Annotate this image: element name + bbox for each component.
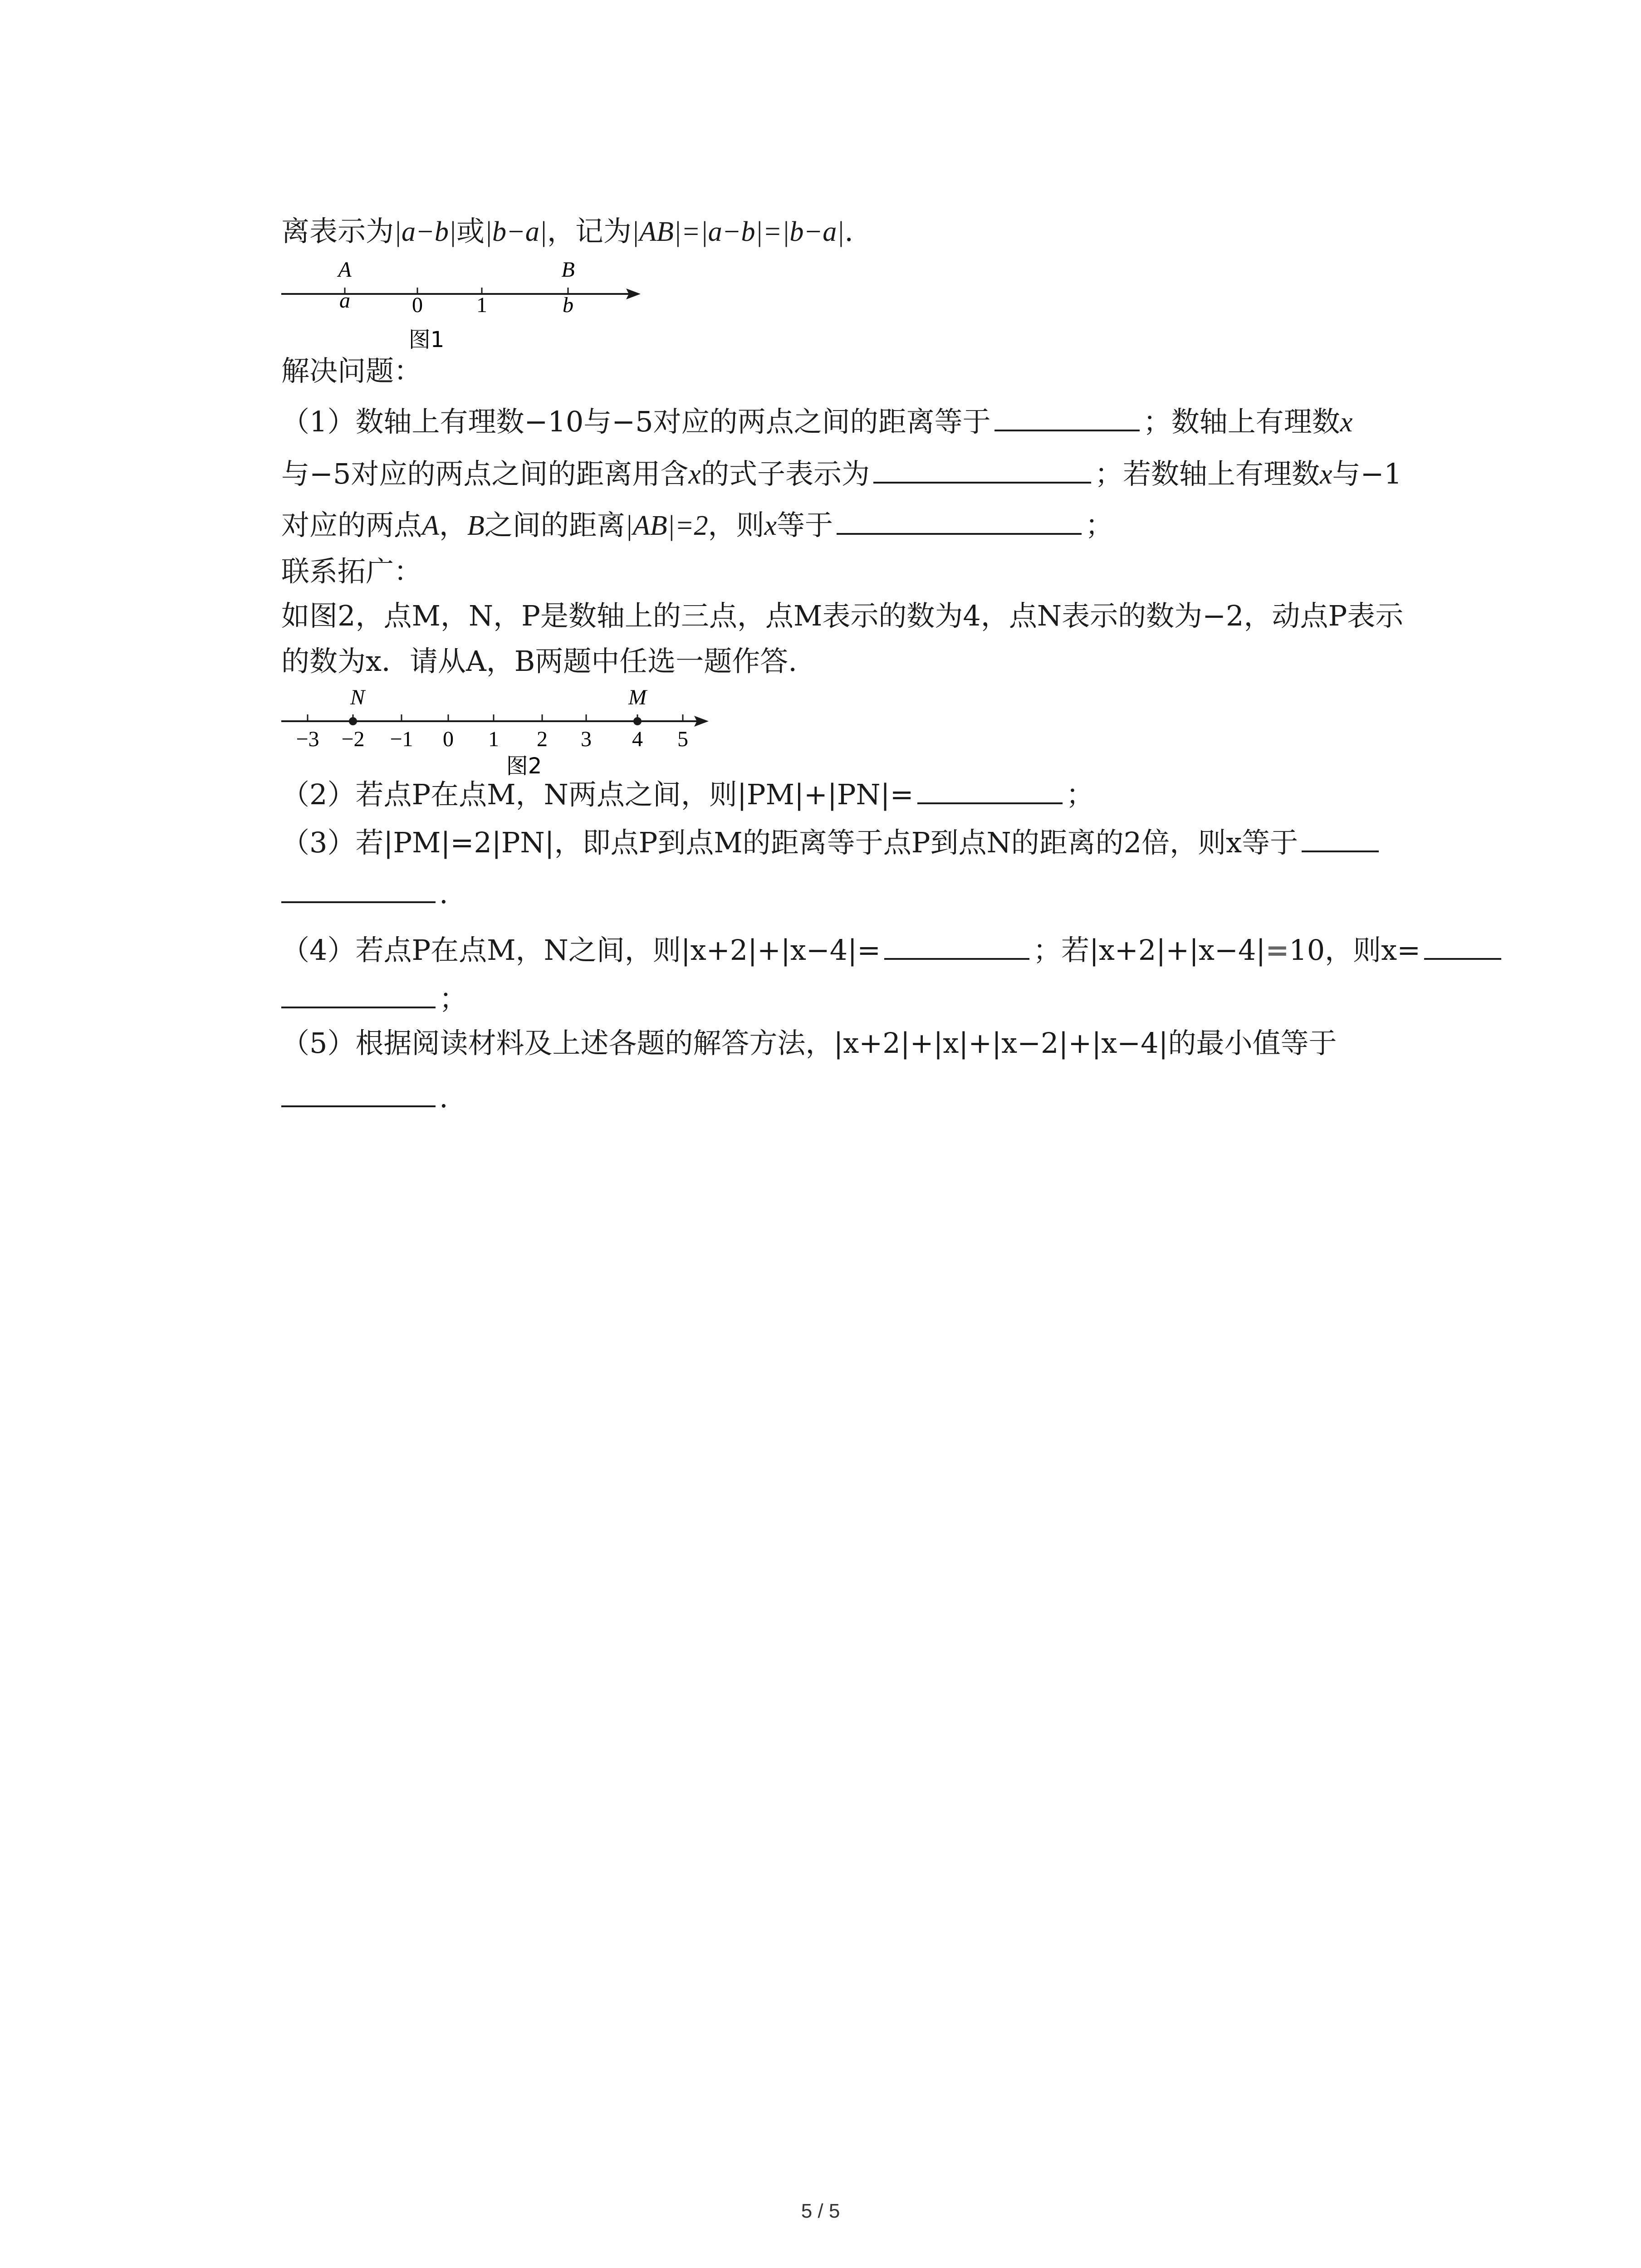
q1-var-x: x — [688, 459, 701, 490]
q1-line-1 — [281, 404, 1352, 440]
figure-2-number-line — [272, 683, 726, 782]
page-number: 5 / 5 — [801, 2200, 840, 2222]
q1-point-B: B — [467, 510, 485, 541]
q2-end: ； — [1066, 778, 1094, 811]
q5-blank[interactable] — [281, 1080, 436, 1107]
figure-1-number-line — [272, 254, 662, 358]
fig2-intro-line-1: 如图2，点M，N，P是数轴上的三点，点M表示的数为4，点N表示的数为−2，动点P表示 — [281, 599, 1404, 632]
q1-line3-comma: ， — [439, 508, 467, 542]
fig1-label-0: 0 — [412, 293, 423, 317]
fig2-tick-label: −2 — [341, 727, 365, 751]
q3-line-2 — [281, 875, 448, 912]
fig2-point-M — [633, 717, 642, 725]
q4-blank-2-part-2[interactable] — [281, 981, 436, 1008]
fig1-label-1: 1 — [476, 293, 487, 317]
fig2-tick-label: −1 — [390, 727, 413, 751]
q3-blank-part-2[interactable] — [281, 876, 436, 903]
fig2-label-N: N — [350, 685, 365, 709]
q5-end: . — [439, 1081, 448, 1114]
q1-line2-text-a: 与−5对应的两点之间的距离用含 — [281, 457, 689, 490]
fig2-tick-label: 5 — [677, 727, 688, 751]
q4-text-a: （4）若点P在点M，N之间，则|x+2|+|x−4|= — [281, 934, 881, 967]
fig2-tick-label: 4 — [632, 727, 643, 751]
q1-line-2 — [281, 456, 1402, 493]
q3-blank-part-1[interactable] — [1302, 825, 1379, 852]
intro-expr3: |AB|=|a−b|=|b−a| — [631, 216, 845, 247]
intro-prefix: 离表示为 — [281, 215, 394, 248]
q4-text-b: ；若|x+2|+|x−4| — [1033, 934, 1266, 967]
intro-conj: 或 — [456, 215, 485, 248]
fig2-tick-label: 1 — [488, 727, 499, 751]
section-solve-heading: 解决问题： — [281, 354, 422, 387]
intro-expr1: |a−b| — [394, 216, 456, 247]
q3-line — [281, 825, 1382, 861]
q1-line-3 — [281, 507, 1113, 544]
q5-line-2 — [281, 1080, 448, 1116]
q2-text: （2）若点P在点M，N两点之间，则|PM|+|PN|= — [281, 778, 914, 811]
fig2-tick-label: −3 — [296, 727, 319, 751]
q1-var-x: x — [764, 510, 777, 541]
fig2-tick-label: 3 — [581, 727, 592, 751]
q1-abs-AB: |AB|=2 — [625, 510, 708, 541]
q1-blank-2[interactable] — [873, 456, 1091, 484]
intro-line — [281, 213, 853, 250]
q1-line2-text-b: 的式子表示为 — [700, 457, 870, 490]
q2-blank[interactable] — [917, 777, 1063, 804]
q4-line — [281, 932, 1505, 968]
q1-var-x: x — [1319, 459, 1332, 490]
q1-line1-text-a: （1）数轴上有理数−10与−5对应的两点之间的距离等于 — [281, 405, 991, 438]
q4-line-2 — [281, 981, 467, 1017]
q4-equals-sign: = — [1265, 934, 1289, 967]
fig2-intro-line-2: 的数为x．请从A，B两题中任选一题作答. — [281, 645, 798, 678]
q1-line2-text-d: 与−1 — [1332, 457, 1402, 490]
q1-var-x: x — [1340, 407, 1353, 438]
fig2-point-N — [349, 717, 357, 725]
q1-line3-end: ； — [1085, 508, 1114, 542]
q1-line3-text-d: 等于 — [777, 508, 833, 542]
q1-blank-3[interactable] — [837, 508, 1082, 535]
fig1-point-A: A — [338, 258, 352, 282]
fig2-tick-label: 0 — [443, 727, 454, 751]
q1-point-A: A — [422, 510, 439, 541]
q1-line3-text-a: 对应的两点 — [281, 508, 422, 542]
q3-end: . — [439, 877, 448, 910]
q4-blank-2-part-1[interactable] — [1424, 933, 1501, 960]
q1-line1-text-b: ；数轴上有理数 — [1143, 405, 1340, 438]
q4-text-c: 10，则x= — [1289, 934, 1421, 967]
intro-mid: ，记为 — [547, 215, 632, 248]
q5-line: （5）根据阅读材料及上述各题的解答方法，|x+2|+|x|+|x−2|+|x−4|的最小值等于 — [281, 1026, 1337, 1060]
q1-line3-text-c: ，则 — [708, 508, 764, 542]
q4-end: ； — [439, 982, 468, 1015]
fig1-point-B: B — [561, 258, 575, 282]
fig2-tick-label: 2 — [537, 727, 548, 751]
q1-line3-text-b: 之间的距离 — [484, 508, 625, 542]
fig1-caption: 图1 — [408, 327, 445, 352]
q1-line2-text-c: ；若数轴上有理数 — [1094, 457, 1320, 490]
intro-expr2: |b−a| — [484, 216, 547, 247]
intro-end: . — [844, 215, 853, 248]
q4-blank-1[interactable] — [884, 933, 1029, 960]
fig2-label-M: M — [628, 685, 647, 709]
q3-text: （3）若|PM|=2|PN|，即点P到点M的距离等于点P到点N的距离的2倍，则x等于 — [281, 826, 1298, 859]
fig1-label-a: a — [339, 288, 350, 313]
q2-line — [281, 777, 1094, 813]
fig1-label-b: b — [563, 293, 573, 317]
fig2-caption: 图2 — [506, 753, 542, 779]
section-extend-heading: 联系拓广： — [281, 555, 422, 588]
q1-blank-1[interactable] — [994, 404, 1140, 431]
